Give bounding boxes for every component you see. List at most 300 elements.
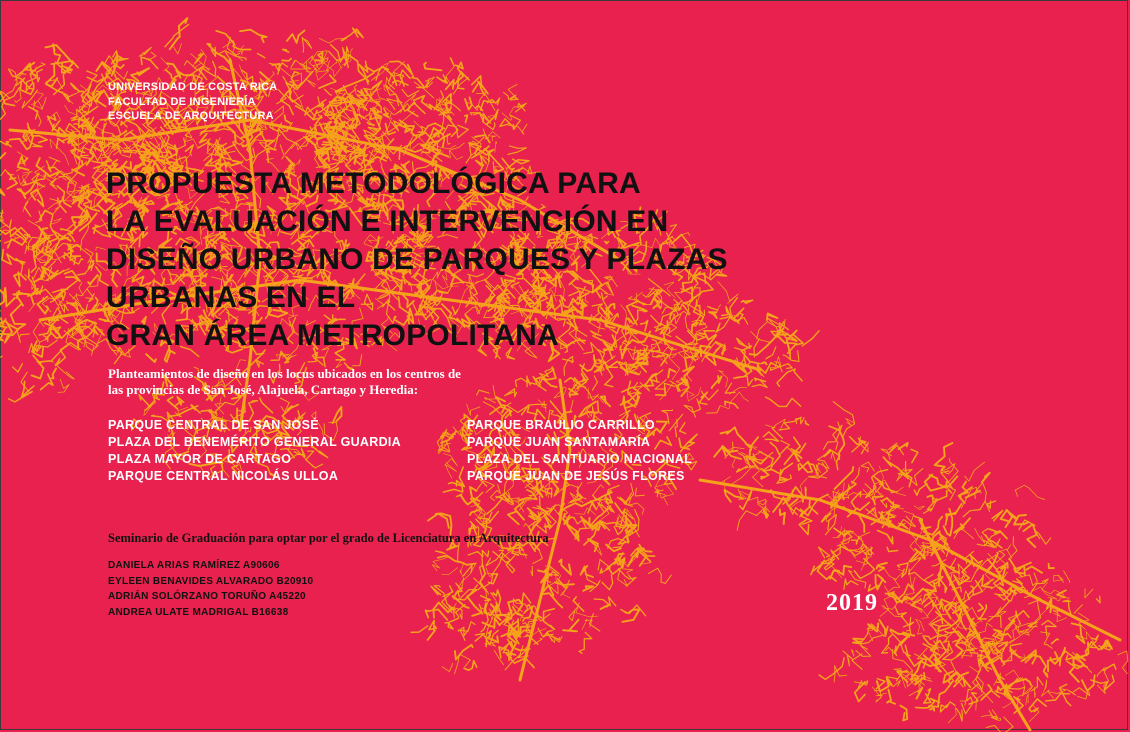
street-line [476,101,494,111]
street-line [32,92,44,109]
street-line [888,443,903,454]
street-line [139,49,149,57]
street-line [881,449,892,459]
street-line [280,145,284,159]
street-line [1102,640,1112,649]
street-line [982,473,990,482]
street-line [522,593,531,604]
street-line [780,509,785,524]
street-line [170,18,188,49]
street-line [2,250,25,265]
street-line [1074,605,1082,613]
street-line [895,606,911,633]
street-line [402,90,419,97]
street-line [712,376,722,388]
street-line [55,364,74,379]
author-item: EYLEEN BENAVIDES ALVARADO B20910 [108,575,314,587]
street-line [36,211,42,223]
street-line [280,63,288,68]
street-line [725,401,738,408]
street-line [944,509,953,536]
street-line [531,566,533,576]
street-line [755,378,766,381]
street-line [970,663,984,672]
street-line [994,629,1008,635]
street-line [806,421,809,425]
street-line [732,468,763,487]
street-line [1082,675,1095,691]
street-line [56,281,77,297]
street-line [621,397,630,407]
street-line [544,609,555,630]
street-line [1015,485,1044,499]
street-line [494,651,503,665]
street-line [575,508,596,515]
street-line [969,693,978,704]
street-line [458,627,469,636]
street-line [1023,524,1036,547]
street-line [32,361,44,379]
street-line [65,105,76,115]
street-line [173,44,181,55]
street-line [911,449,918,462]
street-line [916,619,925,634]
street-line [42,98,46,110]
street-line [981,715,1000,721]
street-line [878,531,893,544]
street-line [882,635,892,653]
street-line [986,717,1013,732]
street-line [257,54,265,58]
street-line [505,389,517,397]
street-line [978,604,983,612]
street-line [925,581,943,624]
street-line [429,620,437,630]
street-line [387,99,402,110]
street-line [411,626,428,633]
street-line [0,85,15,106]
street-line [450,143,465,150]
street-line [948,707,956,723]
street-line [565,378,581,386]
street-line [302,37,311,52]
street-line [283,49,289,52]
street-line [625,483,634,503]
street-line [253,146,276,165]
street-line [573,597,584,611]
street-line [883,457,908,478]
street-line [0,141,11,146]
street-line [488,631,491,639]
street-line [41,374,53,389]
street-line [277,89,287,104]
street-line [598,401,602,414]
street-line [315,52,324,62]
street-line [1016,611,1018,617]
street-line [721,427,746,443]
street-line [96,90,109,106]
street-line [319,82,336,89]
street-line [1035,531,1051,544]
street-line [1060,684,1071,705]
street-line [65,271,80,281]
street-line [831,452,835,461]
street-line [559,560,571,575]
street-line [551,636,559,640]
street-line [63,162,87,183]
street-line [741,300,752,303]
street-line [22,90,37,108]
street-line [721,392,749,409]
park-item: PLAZA DEL BENEMÉRITO GENERAL GUARDIA [108,435,401,449]
street-line [96,247,106,251]
street-line [989,710,997,717]
street-line [425,77,435,88]
street-line [443,454,457,466]
street-line [887,690,895,704]
street-line [897,563,908,577]
street-line [576,603,598,617]
street-line [927,597,941,616]
street-line [434,586,455,610]
school-name: ESCUELA DE ARQUITECTURA [108,110,274,122]
street-line [935,443,953,470]
street-line [538,400,546,412]
street-line [1085,589,1093,598]
street-line [446,463,457,479]
street-line [287,31,305,43]
publication-year: 2019 [826,590,878,616]
street-line [997,545,1012,559]
street-line [307,80,316,87]
university-name: UNIVERSIDAD DE COSTA RICA [108,81,278,93]
street-line [282,59,291,61]
street-line [216,31,251,50]
street-line [508,511,519,524]
street-line [515,502,524,520]
street-line [60,229,71,232]
street-line [948,673,971,688]
street-line [17,331,30,343]
street-line [930,708,934,711]
street-line [911,599,921,609]
street-line [940,702,955,712]
street-line [501,639,513,650]
street-line [146,354,156,362]
street-line [71,83,83,91]
street-line [635,488,644,496]
street-line [515,376,528,387]
street-line [819,547,830,558]
street-line [965,462,985,481]
street-line [684,399,700,417]
street-line [789,506,802,517]
street-line [428,514,449,528]
street-line [956,709,962,721]
street-line [896,487,906,496]
street-line [96,91,99,92]
street-line [779,417,801,430]
street-line [86,289,94,302]
street-line [1097,596,1101,603]
author-item: DANIELA ARIAS RAMÍREZ A90606 [108,560,280,571]
street-line [844,579,858,590]
street-line [737,466,748,472]
street-line [961,487,981,508]
street-line [454,62,464,84]
title-line: URBANAS EN EL [106,281,356,314]
street-line [1026,567,1042,573]
street-line [849,570,866,588]
street-line [488,132,500,141]
street-line [465,115,468,122]
author-item: ANDREA ULATE MADRIGAL B16638 [108,606,289,618]
street-line [341,28,363,40]
street-line [9,386,34,402]
faculty-name: FACULTAD DE INGENIERÍA [108,95,256,108]
street-line [1097,667,1108,693]
park-item: PARQUE BRAULIO CARRILLO [467,418,655,432]
street-line [963,501,985,516]
street-line [879,620,887,636]
street-line [628,392,635,395]
street-line [777,369,802,386]
street-line [487,497,503,514]
street-line [856,561,864,571]
authors-list [108,558,313,620]
street-line [291,72,312,89]
street-line [924,689,931,703]
street-line [508,146,526,155]
seminar-statement: Seminario de Graduación para optar por el grado de Licenciatura en Arquitectura [108,531,549,545]
street-line [414,96,439,111]
park-item: PARQUE JUAN SANTAMARÍA [467,435,651,449]
street-line [660,383,673,400]
street-line [46,64,58,86]
street-line [1031,655,1047,677]
street-line [326,59,341,70]
street-line [57,138,64,148]
street-line [649,568,672,583]
street-line [319,63,342,77]
street-line [639,364,648,372]
street-line [736,376,753,386]
street-line [1064,571,1070,583]
street-line [186,145,194,153]
street-line [186,133,198,147]
institution-header [108,80,277,124]
street-line [165,24,189,46]
street-line [594,597,616,606]
street-line [522,405,538,415]
street-line [888,578,900,592]
street-line [579,632,592,653]
street-line [442,663,453,671]
street-line [1076,632,1094,643]
street-line [856,645,871,656]
title-line: DISEÑO URBANO DE PARQUES Y PLAZAS [106,243,728,276]
street-line [971,581,982,596]
street-line [105,56,113,64]
street-line [477,390,490,395]
street-line [976,623,993,634]
street-line [1049,564,1054,568]
street-line [880,586,891,617]
street-line [464,566,472,576]
street-line [833,422,842,450]
street-line [47,84,70,101]
street-line [876,575,886,590]
street-line [751,332,770,343]
street-line [762,362,767,364]
street-line [888,584,914,599]
park-item: PLAZA MAYOR DE CARTAGO [108,452,292,466]
street-line [732,457,736,468]
street-line [308,358,316,362]
street-line [260,398,273,413]
street-line [482,623,494,627]
street-line [954,518,970,533]
street-line [438,556,476,565]
street-line [773,498,797,512]
street-line [927,491,946,503]
street-line [618,569,628,586]
street-line [481,596,491,601]
street-line [763,432,778,441]
street-line [475,634,484,642]
street-line [259,142,276,152]
street-line [144,47,151,54]
street-line [909,569,933,580]
street-line [899,443,908,449]
street-line [535,367,556,380]
street-line [833,402,854,438]
street-line [924,495,937,513]
street-line [1009,537,1018,560]
subtitle-line: las provincias de San José, Alajuela, Cartago y Heredia: [108,381,419,397]
street-line [909,684,919,696]
street-line [428,632,434,640]
author-item: ADRIÁN SOLÓRZANO TORUÑO A45220 [108,591,306,602]
street-line [1062,648,1065,656]
park-item: PARQUE CENTRAL DE SAN JOSÉ [108,418,319,432]
street-line [369,157,386,164]
street-line [860,633,883,644]
street-line [88,275,97,285]
street-line [8,304,26,329]
street-line [900,706,907,721]
street-line [432,557,448,571]
street-line [29,304,39,312]
street-line [766,397,801,406]
street-line [1032,677,1044,691]
street-line [359,107,362,120]
street-line [914,506,924,510]
street-line [436,551,446,554]
street-line [14,272,26,286]
street-line [601,605,609,609]
street-line [1026,694,1029,705]
street-line [841,533,852,551]
street-line [960,699,966,706]
street-line [628,574,634,581]
street-line [737,338,750,348]
street-line [0,153,6,167]
street-line [424,63,441,71]
street-line [687,387,701,401]
street-line [802,331,819,346]
street-line [467,404,480,415]
street-line [1014,515,1028,525]
street-line [882,606,903,617]
street-line [285,115,291,123]
street-line [707,406,721,414]
street-line [495,142,497,153]
street-line [496,397,506,413]
street-line [79,283,83,296]
street-line [442,568,458,575]
street-line [975,528,985,543]
street-line [533,551,542,563]
street-line [31,189,44,206]
street-line [987,501,996,508]
street-line [66,124,80,136]
street-line [1054,575,1064,582]
street-line [1118,651,1128,674]
street-line [500,119,515,129]
street-line [426,609,448,620]
street-line [465,97,472,109]
street-line [946,504,962,520]
street-line [455,645,473,660]
street-line [363,114,370,118]
street-line [569,606,578,620]
street-line [353,355,362,366]
street-line [207,139,210,145]
street-line [29,107,38,119]
document-title [106,165,728,355]
street-line [468,550,488,556]
street-line [1052,639,1059,643]
street-line [602,575,613,590]
subtitle [108,366,461,397]
title-line: GRAN ÁREA METROPOLITANA [106,319,559,352]
street-line [377,111,379,113]
street-line [176,397,184,406]
street-line [563,620,579,632]
street-line [766,347,776,359]
street-line [881,500,887,507]
street-line [943,671,956,683]
street-line [452,434,455,438]
street-line [52,369,56,379]
street-line [0,182,4,196]
street-line [1035,688,1036,698]
street-line [168,397,178,409]
street-line [13,364,23,372]
title-line: PROPUESTA METODOLÓGICA PARA [106,167,641,200]
street-line [766,419,786,430]
street-line [485,385,496,403]
parks-list-left [108,417,401,485]
street-line [141,57,158,68]
street-line [605,367,618,387]
street-line [451,58,455,66]
street-line [653,355,665,357]
street-line [945,602,953,618]
street-line [341,124,355,129]
street-line [1041,680,1049,697]
